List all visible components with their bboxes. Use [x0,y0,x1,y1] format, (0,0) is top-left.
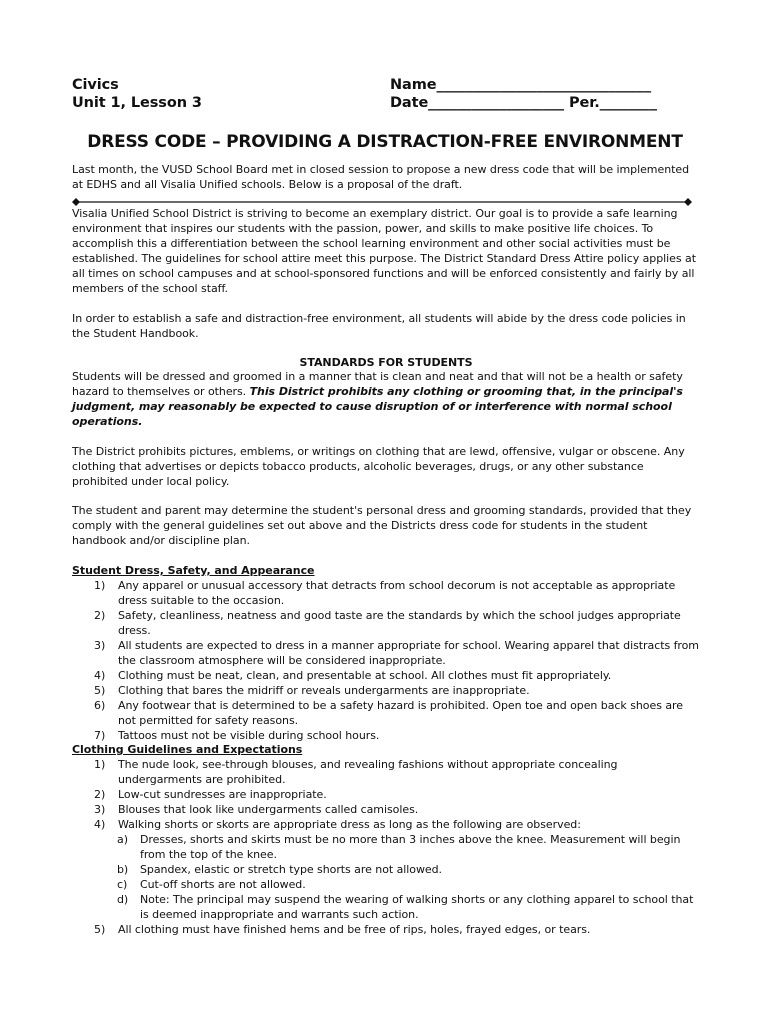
sub-list-item [72,832,700,862]
item-text: Blouses that look like undergarments called camisoles. [118,803,419,816]
sub-list-item [72,892,700,922]
header-left [72,76,202,112]
sub-list-item [72,862,700,877]
item-number: 4) [94,669,106,682]
section-heading: Clothing Guidelines and Expectations [72,743,303,756]
standards-emphasis: This District prohibits any clothing or grooming that, in the principal's judgment, may reasonably be expected to cause disruption of or interference with normal school operations. [72,385,683,428]
standards-text: Students will be dressed and groomed in a manner that is clean and neat and that will not be a health or safety hazard to themselves or others. [72,370,683,398]
item-text: Note: The principal may suspend the wearing of walking shorts or any clothing apparel to school that is deemed inappropriate and warrants such action. [140,893,694,921]
course-name: Civics [72,77,119,93]
policy-paragraph-2: In order to establish a safe and distraction-free environment, all students will abide by the dress code policies in the Student Handbook. [72,312,686,340]
item-text: Dresses, shorts and skirts must be no more than 3 inches above the knee. Measurement will begin from the top of the knee. [140,833,681,861]
item-text: Clothing that bares the midriff or reveals undergarments are inappropriate. [118,684,530,697]
item-text: The nude look, see-through blouses, and revealing fashions without appropriate concealing undergarments are prohibited. [118,758,618,786]
item-text: Any apparel or unusual accessory that detracts from school decorum is not acceptable as appropriate dress suitable to the occasion. [118,579,676,607]
item-number: 6) [94,699,106,712]
list-item [72,698,700,728]
item-text: Low-cut sundresses are inappropriate. [118,788,327,801]
header-right [390,76,657,112]
item-text: Clothing must be neat, clean, and presentable at school. All clothes must fit appropriately. [118,669,612,682]
list-item [72,638,700,668]
item-number: 3) [94,639,106,652]
item-number: 3) [94,803,106,816]
item-text: Spandex, elastic or stretch type shorts are not allowed. [140,863,443,876]
name-line: Name______________________________ [390,77,651,93]
diamond-right-icon [684,198,692,206]
guidelines-list [72,757,700,937]
section-clothing-guidelines [72,742,700,937]
list-item [72,728,700,743]
item-text: Cut-off shorts are not allowed. [140,878,306,891]
standards-heading: STANDARDS FOR STUDENTS [299,356,473,369]
item-number: 1) [94,758,106,771]
item-letter: d) [117,893,129,906]
policy-paragraph-1: Visalia Unified School District is striving to become an exemplary district. Our goal is to provide a safe learning environment that inspires our students with the passion, power, and skills to make positive life choices. To accomplish this a differentiation between the school learning environment and other social activities must be established. The guidelines for school attire meet this purpose. The District Standard Dress Attire policy applies at all times on school campuses and at school-sponsored functions and will be enforced consistently and fairly by all members of the school staff. [72,207,696,295]
item-number: 4) [94,818,106,831]
item-letter: c) [117,878,128,891]
parent-paragraph: The student and parent may determine the student's personal dress and grooming standards, provided that they comply with the general guidelines set out above and the Districts dress code for students in the student handbook and/or discipline plan. [72,504,692,547]
item-number: 5) [94,684,106,697]
item-number: 5) [94,923,106,936]
list-item [72,802,700,817]
item-text: Tattoos must not be visible during school hours. [118,729,380,742]
list-item [72,683,700,698]
section-dress-safety [72,563,700,743]
diamond-left-icon [72,198,80,206]
item-text: Walking shorts or skorts are appropriate dress as long as the following are observed: [118,818,581,831]
list-item [72,757,700,787]
sub-list-item [72,877,700,892]
standards-paragraph [72,369,700,429]
list-item [72,787,700,802]
date-period-line: Date___________________ Per.________ [390,95,657,111]
intro-paragraph: Last month, the VUSD School Board met in closed session to propose a new dress code that will be implemented at EDHS and all Visalia Unified schools. Below is a proposal of the draft. [72,163,690,191]
rules-list [72,578,700,743]
list-item [72,578,700,608]
page-title: DRESS CODE – PROVIDING A DISTRACTION-FREE ENVIRONMENT [87,132,683,152]
item-text: All students are expected to dress in a manner appropriate for school. Wearing apparel that distracts from the classroom atmosphere will be considered inappropriate. [118,639,699,667]
prohibited-paragraph: The District prohibits pictures, emblems, or writings on clothing that are lewd, offensive, vulgar or obscene. Any clothing that advertises or depicts tobacco products, alcoholic beverages, drugs, or any other substance prohibited under local policy. [72,445,685,488]
section-heading: Student Dress, Safety, and Appearance [72,564,315,577]
list-item [72,668,700,683]
divider-rule [72,198,692,206]
item-number: 1) [94,579,106,592]
item-letter: b) [117,863,129,876]
list-item [72,922,700,937]
item-text: All clothing must have finished hems and be free of rips, holes, frayed edges, or tears. [118,923,591,936]
item-letter: a) [117,833,128,846]
item-number: 7) [94,729,106,742]
item-number: 2) [94,788,106,801]
item-number: 2) [94,609,106,622]
item-text: Safety, cleanliness, neatness and good taste are the standards by which the school judges appropriate dress. [118,609,681,637]
list-item [72,817,700,832]
item-text: Any footwear that is determined to be a safety hazard is prohibited. Open toe and open back shoes are not permitted for safety reasons. [118,699,683,727]
lesson-label: Unit 1, Lesson 3 [72,95,202,111]
list-item [72,608,700,638]
